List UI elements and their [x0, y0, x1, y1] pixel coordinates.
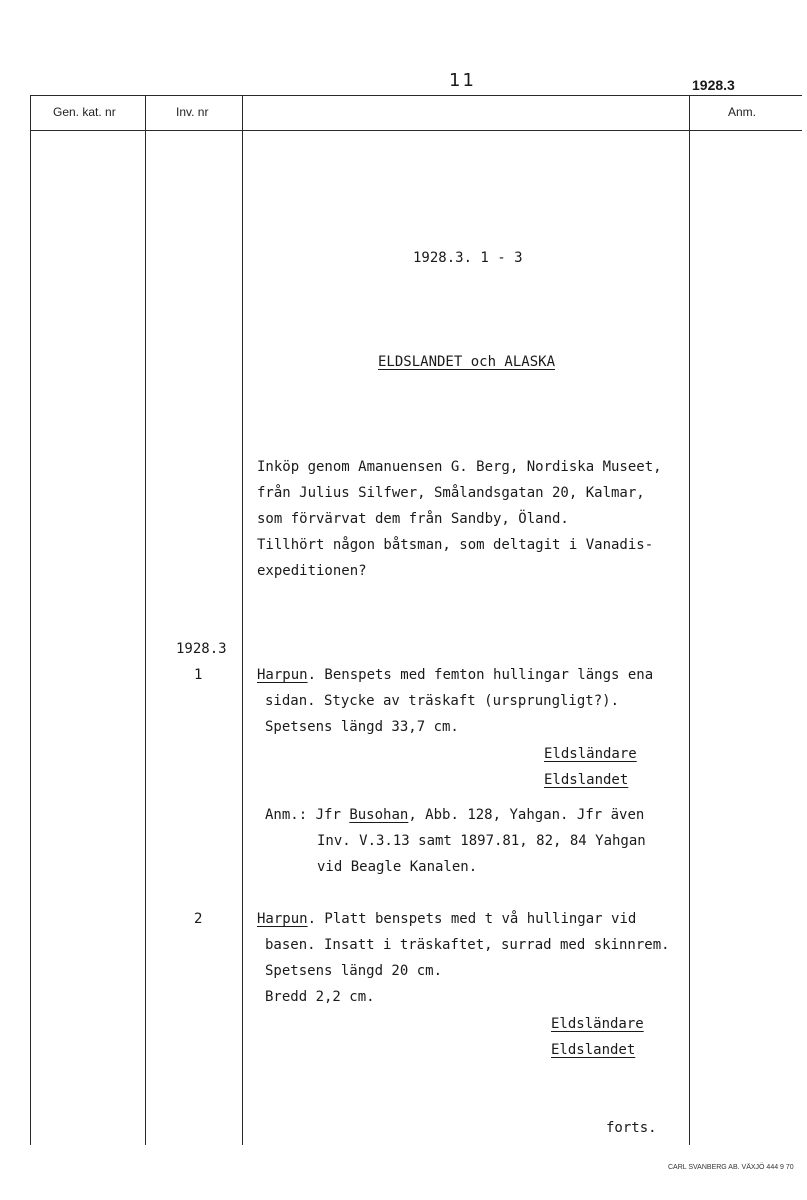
item-inv-number: 2: [194, 911, 203, 927]
item-note-line: Inv. V.3.13 samt 1897.81, 82, 84 Yahgan: [317, 833, 646, 849]
acquisition-line: Inköp genom Amanuensen G. Berg, Nordiska Museet,: [257, 459, 662, 475]
page-number: 11: [449, 70, 476, 91]
item-description-line: Spetsens längd 33,7 cm.: [265, 719, 459, 735]
column-rule-inv-text: [242, 95, 243, 1145]
range-heading: 1928.3. 1 - 3: [413, 250, 523, 266]
item-people: Eldsländare: [551, 1016, 644, 1032]
printer-imprint: CARL SVANBERG AB. VÄXJÖ 444 9 70: [668, 1164, 794, 1171]
note-reference: Busohan: [349, 807, 409, 823]
item-description-line: [257, 662, 653, 688]
note-text: , Abb. 128, Yahgan. Jfr även: [408, 807, 645, 823]
catalog-id: 1928.3: [692, 77, 735, 93]
item-description-text: . Benspets med femton hullingar längs ena: [307, 667, 654, 683]
item-people: Eldsländare: [544, 746, 637, 762]
item-place: Eldslandet: [544, 772, 629, 788]
series-inv-number: 1928.3: [176, 641, 227, 657]
column-header-inv: Inv. nr: [176, 105, 209, 119]
region-heading: ELDSLANDET och ALASKA: [378, 354, 556, 370]
column-header-gen-kat: Gen. kat. nr: [53, 105, 116, 119]
acquisition-line: Tillhört någon båtsman, som deltagit i Vanadis-: [257, 537, 654, 553]
item-name: Harpun: [257, 911, 308, 927]
acquisition-line: expeditionen?: [257, 563, 367, 579]
note-text: Jfr: [315, 807, 350, 823]
item-description-line: Spetsens längd 20 cm.: [265, 963, 443, 979]
item-description-line: basen. Insatt i träskaftet, surrad med skinnrem.: [265, 937, 670, 953]
item-description-line: [257, 906, 636, 932]
column-rule-gen-inv: [145, 95, 146, 1145]
item-place: Eldslandet: [551, 1042, 636, 1058]
column-rule-left: [30, 95, 31, 1145]
item-description-line: Bredd 2,2 cm.: [265, 989, 375, 1005]
item-description-text: . Platt benspets med t vå hullingar vid: [307, 911, 637, 927]
item-description-line: sidan. Stycke av träskaft (ursprungligt?).: [265, 693, 620, 709]
column-rule-text-anm: [689, 95, 690, 1145]
acquisition-line: som förvärvat dem från Sandby, Öland.: [257, 511, 569, 527]
note-label: Anm.:: [265, 807, 308, 823]
continued-marker: forts.: [606, 1120, 657, 1136]
item-note-line: vid Beagle Kanalen.: [317, 859, 478, 875]
acquisition-line: från Julius Silfwer, Smålandsgatan 20, Kalmar,: [257, 485, 645, 501]
item-note-line: [265, 802, 644, 828]
column-header-anm: Anm.: [728, 105, 757, 119]
item-name: Harpun: [257, 667, 308, 683]
item-inv-number: 1: [194, 667, 203, 683]
